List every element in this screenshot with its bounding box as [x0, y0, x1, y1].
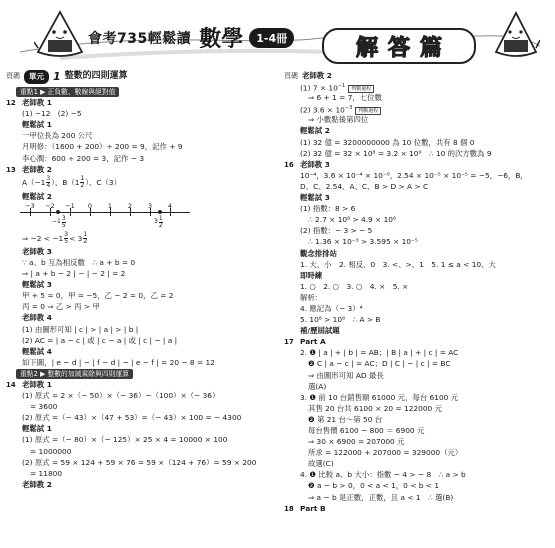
focus-banner: 重點1 ▶ 正負數、數線與絕對值	[16, 87, 119, 97]
section-heading: 觀念排排站	[300, 248, 337, 258]
answer-line: ⇒ 6 + 1 = 7，七位數	[308, 93, 382, 103]
number-line	[6, 201, 268, 230]
answer-line: 李心潤：600 ÷ 200 = 3，記作 − 3	[22, 153, 145, 163]
section-heading: 老師教 2	[302, 71, 332, 80]
answer-section-title	[322, 28, 476, 64]
section-heading: 輕鬆試 1	[22, 120, 52, 130]
answer-line: (2) 指數：− 3 > − 5	[300, 226, 373, 236]
right-column	[284, 70, 550, 514]
section-heading: 老師教 4	[22, 313, 52, 323]
number-line-tick-label: 0	[87, 201, 93, 210]
section-heading: 輕鬆試 3	[300, 193, 330, 203]
answer-line: 月明修：（1600 + 200）÷ 200 = 9，記作 + 9	[22, 142, 183, 152]
answer-line: (1) 原式 = 2 ×（− 50）×（− 36）−（100）×（− 36）	[22, 391, 220, 401]
number-line-tick-label: −3	[25, 201, 35, 210]
process-tag: 判斷過程	[355, 107, 381, 115]
answer-line: (1) 由圖形可知 | c | > | a | > | b |	[22, 324, 139, 334]
section-heading: 老師教 3	[22, 246, 52, 256]
number-line-tick-label: 4	[167, 201, 173, 210]
answer-line: 選(A)	[308, 381, 327, 391]
answer-line: 一甲位長為 200 公尺	[22, 131, 93, 141]
section-heading: 即時練	[300, 270, 323, 280]
unit-number: 1	[53, 70, 61, 84]
series-name: 會考735輕鬆讀	[88, 30, 192, 47]
answer-line: ❷ a − b > 0，0 < a < 1，0 < b < 1	[308, 481, 440, 491]
number-line-tick-label: −2	[45, 201, 55, 210]
answer-line: ❷ 第 21 台～第 50 台	[308, 414, 383, 424]
number-line-tick-label: 3	[147, 201, 153, 210]
focus-banner: 重點2 ▶ 整數的加減乘除與四則運算	[16, 369, 133, 379]
unit-header	[6, 70, 268, 84]
answer-line: ∴ 1.36 × 10⁻³ > 3.595 × 10⁻⁵	[308, 237, 418, 247]
header-banner	[0, 0, 555, 66]
number-line-axis	[20, 212, 190, 213]
answer-line: 每台售價 6100 − 800 ＝ 6900 元	[308, 426, 425, 435]
part-label: Part B	[300, 503, 326, 513]
page-number: 13	[6, 165, 16, 174]
answer-line: (2) 原式 =（− 43）×（47 + 53）=（− 43）× 100 = − 4300	[22, 413, 242, 423]
answer-line: 如下圖，| e − d | − | f − d | − | e − f | = 20 − 8 = 12	[22, 357, 215, 367]
fraction: $\frac{3}{4}$	[46, 175, 51, 190]
section-heading: 輕鬆試 4	[22, 346, 52, 356]
math-text: A（−1	[22, 177, 46, 187]
answer-line: 解析：	[300, 292, 323, 302]
answer-char: 解	[355, 35, 378, 61]
fraction: $\frac{3}{5}$	[64, 231, 69, 246]
section-heading: 補/歷屆試題	[300, 326, 340, 336]
answer-line: 故選(C)	[308, 459, 334, 469]
part-label: Part A	[300, 337, 326, 347]
page-number: 12	[6, 99, 16, 108]
volume-badge: 1-4冊	[249, 28, 294, 48]
math-text: ）、B（1	[51, 177, 80, 187]
answer-line: 甲 + 5 = 0，甲 = −5，乙 − 2 = 0，乙 = 2	[22, 291, 174, 301]
number-line-tick-label: −1	[65, 201, 75, 210]
section-heading: 老師教 2	[22, 479, 52, 489]
rice-ball-mascot-right-icon	[492, 10, 540, 62]
answer-line: ⇒ 由圖形可知 AD 最長	[308, 370, 384, 380]
answer-line: 丙 = 0 ⇒ 乙 > 丙 > 甲	[22, 302, 100, 312]
section-heading: 輕鬆試 3	[22, 280, 52, 290]
subject-name: 數學	[199, 26, 244, 52]
math-text: ⇒ −2 < −1	[22, 233, 64, 243]
number-line-point-label: −1 $\frac{3}{5}$	[52, 214, 66, 229]
number-line-point-label: 3 $\frac{1}{2}$	[154, 214, 163, 229]
page-number: 17	[284, 338, 294, 347]
section-heading: 老師教 2	[22, 164, 52, 174]
section-heading: 老師教 1	[22, 98, 52, 108]
answer-line: 4. ❶ 比較 a、b 大小：指數 − 4 > − 8 ∴ a > b	[300, 470, 466, 480]
answer-line: = 3600	[30, 402, 58, 412]
page-number: 16	[284, 160, 294, 169]
number-line-tick-label: 1	[107, 201, 113, 210]
answer-line: (2) 32 億 = 32 × 10⁸ = 3.2 × 10⁹ ∴ 10 的次方數為 9	[300, 148, 492, 158]
answer-line: ❷ C | a − c | = AC；D | C | − | c | = BC	[308, 359, 451, 369]
answer-line: 4. 應記為（− 3）⁴	[300, 303, 363, 313]
section-heading: 老師教 3	[300, 159, 330, 169]
section-heading: 輕鬆試 2	[300, 126, 330, 136]
answer-line	[6, 175, 268, 191]
rice-ball-mascot-icon	[34, 8, 86, 62]
page-number: 14	[6, 380, 16, 389]
fraction: $\frac{1}{2}$	[83, 231, 88, 246]
math-text: < 3	[69, 233, 83, 243]
answer-line: 所求 = 122000 + 207000 = 329000（元）	[308, 448, 463, 458]
section-heading: 輕鬆試 2	[22, 191, 52, 201]
answer-line: (1) −12 (2) −5	[22, 109, 82, 119]
answer-line: ⇒ | a + b − 2 | − | − 2 | = 2	[22, 269, 126, 279]
answer-line: 其售 20 台共 6100 × 20 = 122000 元	[308, 403, 442, 413]
page-label: 頁碼	[6, 72, 20, 81]
answer-line: (1) 32 億 = 3200000000 為 10 位數，共有 8 個 0	[300, 137, 475, 147]
answer-line: 1. 大、小 2. 相反、0 3. <、>、1 5. 1 ≤ a < 10、大	[300, 259, 496, 269]
answer-line: 1. ○ 2. ○ 3. ○ 4. × 5. ×	[300, 281, 409, 291]
answer-line: ∵ a、b 互為相反數 ∴ a + b = 0	[22, 257, 136, 267]
fraction: $\frac{1}{2}$	[80, 175, 85, 190]
answer-line: ⇒ 30 × 6900 = 207000 元	[308, 437, 405, 447]
answer-line: 10⁻⁴，3.6 × 10⁻⁴ × 10⁻⁹，2.54 × 10⁻⁵ × 10⁻⁵ = −5，−6，B，	[300, 170, 528, 180]
answer-line: (1) $7 \times 10^{-1}$ 列數過程	[284, 81, 550, 92]
answer-line: ⇒ 小數點後第四位	[308, 115, 369, 125]
unit-badge: 單元	[24, 70, 49, 83]
page-label: 頁碼	[284, 72, 298, 80]
page-number: 18	[284, 504, 294, 513]
left-column	[6, 70, 268, 490]
number-line-point	[56, 210, 60, 214]
answer-line: D、C、2.54、A、C、B > D > A > C	[300, 181, 429, 191]
answer-line: = 11800	[30, 468, 63, 478]
answer-line: (2) AC = | a − c | 或 | c − a | 或 | c | − | a |	[22, 335, 178, 345]
math-text: ）、C（3）	[85, 177, 121, 187]
number-line-tick-label: 2	[127, 201, 133, 210]
unit-title: 整數的四則運算	[64, 71, 128, 82]
answer-line: (2) $3.6 \times 10^{-3}$ 判斷過程	[284, 103, 550, 114]
process-tag: 列數過程	[348, 85, 374, 93]
answer-line: (2) 原式 = 59 × 124 + 59 × 76 = 59 ×（124 + 76）= 59 × 200	[22, 457, 257, 467]
section-heading: 輕鬆試 1	[22, 424, 52, 434]
section-heading: 老師教 1	[22, 379, 52, 389]
answer-line	[6, 232, 268, 246]
answer-line: = 1000000	[30, 446, 72, 456]
answer-line: ⇒ a − b 是正數，正數，且 a < 1 ∴ 選(B)	[308, 492, 454, 502]
answer-line: (1) 原式 =（− 80）×（− 125）× 25 × 4 = 10000 × 100	[22, 435, 228, 445]
answer-char: 答	[387, 35, 410, 61]
banner-title	[88, 22, 294, 53]
answer-line: 2. ❶ | a | + | b | = AB；| B | a | + | c | = AC	[300, 348, 459, 358]
answer-char: 篇	[420, 35, 443, 61]
answer-line: ∴ 2.7 × 10⁸ > 4.9 × 10⁶	[308, 215, 396, 225]
answer-line: (1) 指數：8 > 6	[300, 204, 356, 214]
answer-line: 3. ❶ 前 10 台銷售額 61000 元，每台 6100 元	[300, 392, 459, 402]
number-line-point	[158, 210, 162, 214]
answer-line: 5. 10⁸ > 10⁶ ∴ A > B	[300, 315, 381, 325]
